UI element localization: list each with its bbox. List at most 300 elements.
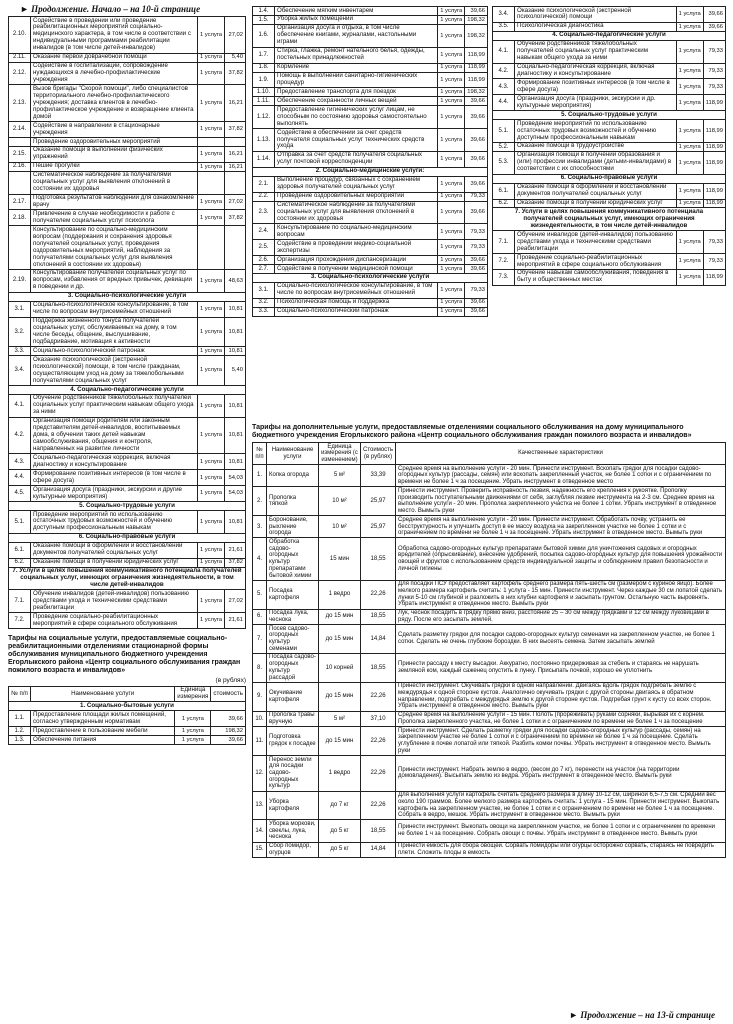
column-1 [8,16,246,745]
row-number: 7.1. [493,231,515,254]
service-name: Оказание помощи в выполнении физических упражнений [31,146,198,162]
service-name: Боронование, рыхление огорода [267,516,319,538]
unit: 1 услуга [438,151,465,167]
row-number: 2.10. [9,17,31,54]
unit: 1 услуга [197,317,224,347]
table-row [253,282,488,298]
row-number: 1.5. [253,15,275,24]
table-row [9,347,246,356]
table-row [253,47,488,63]
table-row [253,682,726,711]
table-row [9,122,246,138]
service-name: Проведение мероприятий по использованию остаточных трудовых возможностей и обучению доступным профессиональным навыкам [31,511,198,534]
price: 22,26 [361,682,396,711]
table-row [493,199,726,208]
col-header-price: Стоимость (в рублях) [361,443,396,465]
row-number: 3.2. [253,298,275,307]
row-number: 15. [253,842,267,857]
unit: 1 услуга [197,558,224,567]
table-row [9,146,246,162]
row-number: 5. [253,580,267,609]
table-row [9,53,246,62]
table-row [253,192,488,201]
col-header-name: Наименование услуги [267,443,319,465]
row-number: 2.1. [253,176,275,192]
unit: 1 услуга [438,129,465,152]
service-name: Организация помощи родителям или законным представителям детей-инвалидов, воспитываемых дома, в обучении таких детей навыкам самообслуживания, общения и контроля, направленных на развитие личности [31,417,198,454]
price: 39,66 [465,151,488,167]
row-number: 6.1. [9,542,31,558]
service-name: Стирка, глажка, ремонт нательного белья, одежды, постельных принадлежностей [275,47,438,63]
row-number: 1.12. [253,106,275,129]
unit: 1 услуга [197,62,224,85]
unit: до 15 мин [319,727,361,756]
unit: 1 услуга [438,63,465,72]
unit: 1 услуга [676,79,703,95]
price: 5,40 [225,53,246,62]
table-row [9,317,246,347]
table-row [9,17,246,54]
table-row [9,62,246,85]
price: 79,33 [703,254,725,270]
unit: 1 услуга [197,511,224,534]
price: 18,55 [361,538,396,580]
price: 79,33 [703,40,725,63]
unit: 1 услуга [676,142,703,151]
table-row [493,22,726,31]
row-number: 14. [253,820,267,842]
service-name: Социально-психологический патронаж [31,347,198,356]
price: 48,63 [225,269,246,292]
row-number: 5.1. [9,511,31,534]
service-name: Оказание помощи в оформлении и восстановлении документов получателей социальных услуг [515,183,677,199]
section-row [493,174,726,183]
row-number: 6. [253,609,267,624]
table-row [9,394,246,417]
price: 39,66 [465,129,488,152]
table-row [253,625,726,654]
unit: до 5 кг [319,842,361,857]
unit: 1 услуга [438,97,465,106]
price: 79,33 [703,63,725,79]
unit: 1 услуга [438,88,465,97]
price: 54,03 [225,486,246,502]
price: 10,81 [225,301,246,317]
service-name: Отправка за счет средств получателя социальных услуг почтовой корреспонденции [275,151,438,167]
service-name: Обучение родственников тяжелобольных получателей социальных услуг практическим навыкам общего ухода за ними [515,40,677,63]
row-number: 6.2. [493,199,515,208]
price: 27,02 [225,194,246,210]
row-number: 2.16. [9,162,31,171]
row-number: 1.1. [9,711,31,727]
row-number: 4. [253,538,267,580]
service-name: Организация досуга и отдыха, в том числе обеспечение книгами, журналами, настольными играми [275,24,438,47]
description: Принести инструмент. Набрать землю в ведро, (весом до 7 кг), перенести на участок (на территории домовладения). Высыпать землю из ведра. Убрать инструмент в отведенное место. Вымыть руки [396,756,726,792]
table-row [253,176,488,192]
price [225,171,246,194]
price: 198,32 [465,15,488,24]
row-number: 6.1. [493,183,515,199]
service-name: Предоставление транспорта для поездок [275,88,438,97]
table-row [9,613,246,629]
description: Принести инструмент. Проверить исправность лезвия, надежность его крепления к рукоятке. Прополку производить поступательными движениями от себя, заглубляя лезвие инструмента на 2-3 см. Среднее время на выполнение услуги - 20 мин. Прополка закрепленного участка не более 1 сотки. Убрать инструмент в отведенное место. Вымыть руки [396,487,726,516]
unit: 1 услуга [197,53,224,62]
table-row [493,40,726,63]
price: 25,97 [361,516,396,538]
unit: 1 услуга [197,590,224,613]
service-name: Проведение социально-реабилитационных мероприятий в сфере социального обслуживания [515,254,677,270]
row-number: 3.3. [253,307,275,316]
unit: 1 услуга [676,269,703,285]
service-name: Содействие в проведении или проведение реабилитационных мероприятий социально-медицинского характера, в том числе в соответствии с индивидуальными программами реабилитации инвалидов (в том числе детей-инвалидов) [31,17,198,54]
col-header-unit: Единица измерения [175,686,211,702]
column-2 [252,6,488,317]
table-row [253,97,488,106]
description: Принести емкость для сбора овощей. Сорвать помидоры или огурцы осторожно сорвать, стараясь не повредить плети. Сложить плоды в емкость [396,842,726,857]
unit: 1 услуга [438,265,465,274]
continuation-footer: ► Продолжение – на 13-й странице [569,1009,715,1020]
price: 10,81 [225,454,246,470]
table-row [9,301,246,317]
service-name: Психологическая помощь и поддержка [275,298,438,307]
section-heading: 3. Социально-психологические услуги [9,292,246,301]
section-heading: 5. Социально-трудовые услуги [9,502,246,511]
service-name: Обеспечение сохранности личных вещей [275,97,438,106]
row-number: 2.13. [9,85,31,122]
row-number: 11. [253,727,267,756]
table-row [253,15,488,24]
row-number: 1.6. [253,24,275,47]
description: Среднее время на выполнение услуги - 20 мин. Принести инструмент. Вскопать грядки для посадки садово-огородных культур (рассады, семян) или вскопать закрепленный участок, не более 1 сотки и с ограничением по времени не более 1 ч за посещение. Убрать инструмент в отведенное место [396,465,726,487]
table-row [9,711,246,727]
row-number: 2.3. [253,201,275,224]
unit: 1 услуга [197,301,224,317]
row-number: 1.2. [9,727,31,736]
row-number: 3.5. [493,22,515,31]
unit: 5 м² [319,711,361,726]
section-heading: 2. Социально-медицинские услуги: [253,167,488,176]
unit: 1 услуга [438,201,465,224]
service-name: Оказание психологической (экстренной психологической) помощи [515,7,677,23]
service-name: Оказание психологической (экстренной психологической) помощи, в том числе гражданам, осуществляющим уход на дому за тяжелобольными получателями социальных услуг [31,356,198,386]
section-row [9,567,246,590]
row-number: 4.4. [9,470,31,486]
price: 39,66 [703,22,725,31]
section-heading: 3. Социально-психологические услуги [253,273,488,282]
price: 14,84 [361,842,396,857]
price: 10,81 [225,347,246,356]
table-row [9,269,246,292]
row-number: 4.4. [493,95,515,111]
row-number: 4.3. [493,79,515,95]
service-name: Посев садово-огородных культур семенами [267,625,319,654]
table-row [253,609,726,624]
service-name: Кормление [275,63,438,72]
section-row [9,386,246,395]
table-row [253,129,488,152]
table-row [9,138,246,147]
service-name: Перенос земли для посадки садово-огородных культур [267,756,319,792]
unit: до 15 мин [319,625,361,654]
price: 5,40 [225,356,246,386]
service-name: Предоставление в пользование мебели [31,727,175,736]
service-name: Предоставление площади жилых помещений, согласно утвержденным нормативам [31,711,175,727]
unit: 1 услуга [438,15,465,24]
service-name: Обучение инвалидов (детей-инвалидов) пользованию средствами ухода и техническими средствами реабилитации [31,590,198,613]
row-number: 1.10. [253,88,275,97]
service-name: Содействие в проведении медико-социальной экспертизы [275,240,438,256]
price: 21,61 [225,613,246,629]
unit: 1 услуга [676,40,703,63]
service-name: Обеспечение питания [31,736,175,745]
price: 118,99 [703,120,725,143]
table-row [9,356,246,386]
row-number: 3.1. [9,301,31,317]
service-name: Проведение социально-реабилитационных мероприятий в сфере социального обслуживания [31,613,198,629]
additional-services-block [252,422,726,858]
section-row [493,31,726,40]
unit: 1 услуга [438,72,465,88]
price: 27,02 [225,17,246,54]
tariff-table-stationary-cont [252,6,488,317]
price: 25,97 [361,487,396,516]
row-number: 2.14. [9,122,31,138]
price: 21,61 [225,542,246,558]
service-name: Проведение мероприятий по использованию остаточных трудовых возможностей и обучению доступным профессиональным навыкам [515,120,677,143]
table-row [9,558,246,567]
table-row [253,842,726,857]
table-row [9,171,246,194]
row-number: 2.5. [253,240,275,256]
price: 16,21 [225,146,246,162]
service-name: Формирование позитивных интересов (в том числе в сфере досуга) [31,470,198,486]
table-row [253,224,488,240]
price: 118,99 [703,199,725,208]
service-name: Оказание первой доврачебной помощи [31,53,198,62]
price: 118,99 [465,47,488,63]
table-row [9,454,246,470]
unit: 1 услуга [676,151,703,174]
unit: 1 услуга [438,282,465,298]
price: 22,26 [361,791,396,820]
additional-services-table [252,442,726,858]
service-name: Копка огорода [267,465,319,487]
service-name: Подготовка результатов наблюдений для ознакомление врачу [31,194,198,210]
price: 39,66 [465,176,488,192]
unit: 1 услуга [197,542,224,558]
table-row [9,226,246,270]
row-number: 4.2. [9,417,31,454]
service-name: Сбор помидор, огурцов [267,842,319,857]
row-number: 2.12. [9,62,31,85]
row-number: 3. [253,516,267,538]
table-row [493,7,726,23]
table-row [253,240,488,256]
price: 18,55 [361,609,396,624]
price: 118,99 [703,142,725,151]
description: Сделать разметку грядки для посадки садово-огородных культур семенами на закрепленном участке, не более 1 сотки. Сделать не очень глубокие бороздки. В них высеять семена. Затем засыпать землей [396,625,726,654]
row-number: 3.3. [9,347,31,356]
table-row [9,727,246,736]
service-name: Обеспечение мягким инвентарем [275,7,438,16]
row-number: 2.4. [253,224,275,240]
table-row [9,736,246,745]
price: 79,33 [465,192,488,201]
tariff-table-home [8,16,246,629]
service-name: Оказание помощи в трудоустройстве [515,142,677,151]
price: 39,66 [465,7,488,16]
price: 79,33 [465,240,488,256]
service-name: Социально-педагогическая коррекция, включая диагностику и консультирование [31,454,198,470]
unit: до 7 кг [319,791,361,820]
price: 16,21 [225,162,246,171]
table-row [253,265,488,274]
table-row [253,106,488,129]
service-name: Организация досуга (праздники, экскурсии и др. культурные мероприятия) [515,95,677,111]
service-name: Содействие в получении медицинской помощи [275,265,438,274]
price: 22,26 [361,580,396,609]
service-name: Подготовка грядок к посадке [267,727,319,756]
service-name: Систематическое наблюдение за получателями социальных услуг для выявления отклонений в состоянии их здоровья [275,201,438,224]
table-row [9,85,246,122]
table-row [9,590,246,613]
row-number: 9. [253,682,267,711]
price: 37,82 [225,62,246,85]
table-row [253,24,488,47]
table-row [9,162,246,171]
section-title-additional: Тарифы на дополнительные услуги, предоставляемые отделениями социального обслуживания на дому муниципального бюджетного учреждения Егорлыкского района «Центр социального обслуживания граждан пожилого возраста и инвалидов» [252,424,692,440]
unit: 5 м² [319,465,361,487]
unit: 10 м² [319,487,361,516]
service-name: Проведение оздоровительных мероприятий [31,138,198,147]
table-row [493,254,726,270]
unit: до 15 мин [319,682,361,711]
section-title-stationary: Тарифы на социальные услуги, предоставляемые социально-реабилитационными отделениями стационарной формы обслуживания муниципального бюджетного учреждения Егорлыкского района «Центр социального обслуживания граждан пожилого возраста и инвалидов» [8,635,241,675]
price: 79,33 [465,282,488,298]
unit: 1 услуга [676,63,703,79]
table-row [493,142,726,151]
table-row [253,727,726,756]
service-name: Содействие в направлении в стационарные учреждения [31,122,198,138]
price: 79,33 [703,79,725,95]
service-name: Прополка травы вручную [267,711,319,726]
price: 10,81 [225,417,246,454]
unit: 1 услуга [197,269,224,292]
table-row [253,653,726,682]
row-number: 7. [253,625,267,654]
service-name: Социально-педагогическая коррекция, включая диагностику и консультирование [515,63,677,79]
service-name: Формирование позитивных интересов (в том числе в сфере досуга) [515,79,677,95]
table-row [9,542,246,558]
unit: 1 услуга [438,24,465,47]
unit: 1 услуга [197,210,224,226]
row-number: 7.3. [493,269,515,285]
service-name: Проведение оздоровительных мероприятий [275,192,438,201]
service-name: Прополка тяпкой [267,487,319,516]
unit: 1 услуга [197,17,224,54]
table-row [9,511,246,534]
row-number: 2.18. [9,210,31,226]
table-row [253,151,488,167]
price: 37,82 [225,122,246,138]
service-name: Уборка моркови, свеклы, лука, чеснока [267,820,319,842]
service-name: Содействие в обеспечении за счет средств получателя социальных услуг технических средств ухода [275,129,438,152]
service-name: Оказание помощи в получении юридических услуг [31,558,198,567]
row-number: 4.5. [9,486,31,502]
section-heading: 4. Социально-педагогические услуги [493,31,726,40]
price: 37,82 [225,210,246,226]
unit: 1 услуга [676,7,703,23]
price: 118,99 [465,72,488,88]
unit: 1 услуга [438,224,465,240]
row-number: 6.2. [9,558,31,567]
service-name: Посадка садово-огородных культур рассадой [267,653,319,682]
section-heading: 6. Социально-правовые услуги [9,533,246,542]
section-row [493,208,726,231]
unit: 15 мин [319,538,361,580]
description: Принести инструмент. Окучивать грядки в одном направлении. Двигаясь вдоль грядок подгребать землю с междурядья к одной стороне кустов. Аналогично окучивать грядки с другой стороны двигаясь в обратном направлении, подгребать с междурядья землю к другой стороне кустов. Подгребая грунт к кусту со всех сторон. Убрать инструмент в отведенное место. Вымыть руки [396,682,726,711]
price: 39,66 [703,7,725,23]
row-number: 2.7. [253,265,275,274]
col-header-num: № п/п [9,686,31,702]
section-heading: 6. Социально-правовые услуги [493,174,726,183]
service-name: Обучение родственников тяжелобольных получателей социальных услуг практическим навыкам общего ухода за ними [31,394,198,417]
service-name: Обучение инвалидов (детей-инвалидов) пользованию средствами ухода и техническими средствами реабилитации [515,231,677,254]
service-name: Вызов бригады "Скорой помощи", либо специалистов территориального лечебно-профилактического учреждения; доставка клиентов в лечебно-профилактическое учреждение и возвращение клиента домой [31,85,198,122]
col-header-num: № п/п [253,443,267,465]
service-name: Консультирование по социально-медицинским вопросам (поддержания и сохранения здоровья получателей социальных услуг, проведения оздоровительных мероприятий, наблюдения за получателями социальных услуг для выявления отклонений в состоянии их здоровья) [31,226,198,270]
row-number: 5.2. [493,142,515,151]
row-number: 12. [253,756,267,792]
table-row [253,756,726,792]
service-name: Предоставление гигиенических услуг лицам, не способным по состоянию здоровья самостоятельно выполнять [275,106,438,129]
unit: 1 услуга [197,146,224,162]
section-row [9,702,246,711]
table-row [493,269,726,285]
unit [197,171,224,194]
row-number: 2.15. [9,146,31,162]
table-row [253,201,488,224]
table-row [9,470,246,486]
row-number: 1.13. [253,129,275,152]
table-row [253,63,488,72]
table-row [9,417,246,454]
unit: 10 корней [319,653,361,682]
col-header-desc: Качественные характеристики [396,443,726,465]
service-name: Уборка картофеля [267,791,319,820]
price: 79,33 [465,224,488,240]
table-row [493,183,726,199]
row-number [9,171,31,194]
row-number: 10. [253,711,267,726]
row-number: 2. [253,487,267,516]
row-number: 1.4. [253,7,275,16]
unit: 1 услуга [197,417,224,454]
service-name: Социально-психологический патронаж [275,307,438,316]
price: 22,26 [361,756,396,792]
price: 198,32 [211,727,246,736]
price: 39,66 [211,736,246,745]
section-heading: 7. Услуги в целях повышения коммуникативного потенциала получателей социальных услуг, имеющих ограничения жизнедеятельности, в том числе детей-инвалидов [9,567,246,590]
section-row [9,533,246,542]
unit: 1 услуга [438,47,465,63]
unit: 1 услуга [175,736,211,745]
table-row [253,88,488,97]
unit: 1 услуга [197,394,224,417]
table-row [253,298,488,307]
service-name: Содействие в госпитализации, сопровождение нуждающихся в лечебно-профилактические учреждения [31,62,198,85]
unit [197,226,224,270]
